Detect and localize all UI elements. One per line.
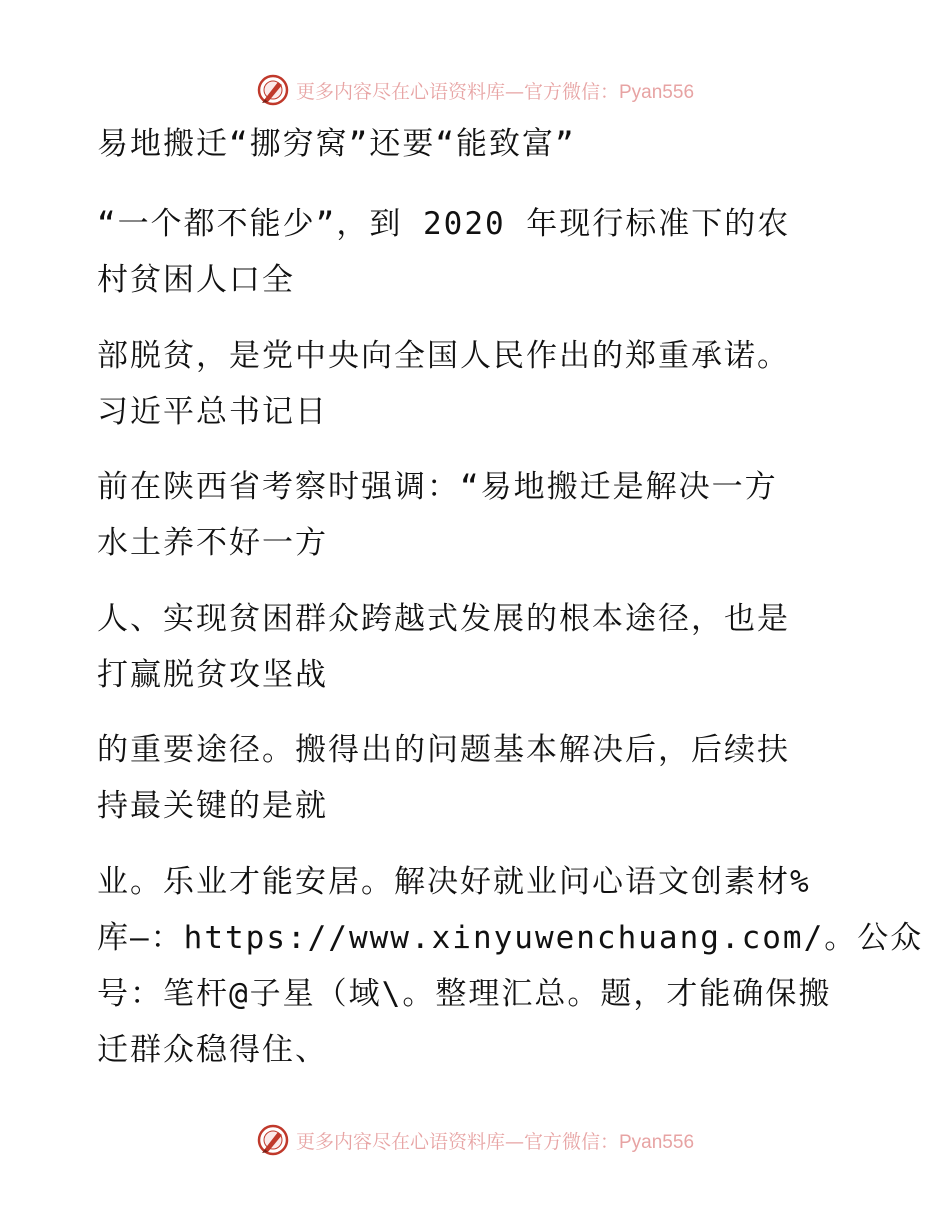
- text-line-13: 库—：https://www.xinyuwenchuang.com/。公众: [97, 920, 924, 956]
- watermark-text-bottom: [296, 1127, 694, 1154]
- text-line-9: 打赢脱贫攻坚战: [97, 657, 328, 693]
- text-line-10: 的重要途径。搬得出的问题基本解决后，后续扶: [97, 732, 790, 768]
- text-line-4: 部脱贫，是党中央向全国人民作出的郑重承诺。: [97, 338, 790, 374]
- pen-logo-icon: [256, 73, 290, 107]
- watermark-id: Pyan556: [619, 81, 695, 103]
- text-line-14: 号：笔杆@子星（域\。整理汇总。题，才能确保搬: [97, 976, 832, 1012]
- text-line-15: 迁群众稳得住、: [97, 1032, 328, 1068]
- text-line-11: 持最关键的是就: [97, 788, 328, 824]
- header-watermark: [0, 70, 950, 110]
- text-line-7: 水土养不好一方: [97, 525, 328, 561]
- footer-watermark: [0, 1120, 950, 1160]
- watermark-text: [296, 77, 694, 104]
- text-line-12: 业。乐业才能安居。解决好就业问心语文创素材%: [97, 864, 811, 900]
- text-line-6: 前在陕西省考察时强调：“易地搬迁是解决一方: [97, 469, 778, 505]
- text-line-1: 易地搬迁“挪穷窝”还要“能致富”: [97, 126, 576, 162]
- pen-logo-icon: [256, 1123, 290, 1157]
- watermark-id-bottom: Pyan556: [619, 1131, 695, 1153]
- watermark-group-bottom: [256, 1123, 694, 1157]
- watermark-label-bottom: 更多内容尽在心语资料库—官方微信：: [295, 1130, 619, 1153]
- watermark-group: [256, 73, 694, 107]
- text-line-8: 人、实现贫困群众跨越式发展的根本途径，也是: [97, 601, 790, 637]
- text-line-3: 村贫困人口全: [97, 262, 295, 298]
- watermark-label: 更多内容尽在心语资料库—官方微信：: [295, 80, 619, 103]
- text-line-2: “一个都不能少”，到 2020 年现行标准下的农: [97, 206, 791, 242]
- text-line-5: 习近平总书记日: [97, 394, 328, 430]
